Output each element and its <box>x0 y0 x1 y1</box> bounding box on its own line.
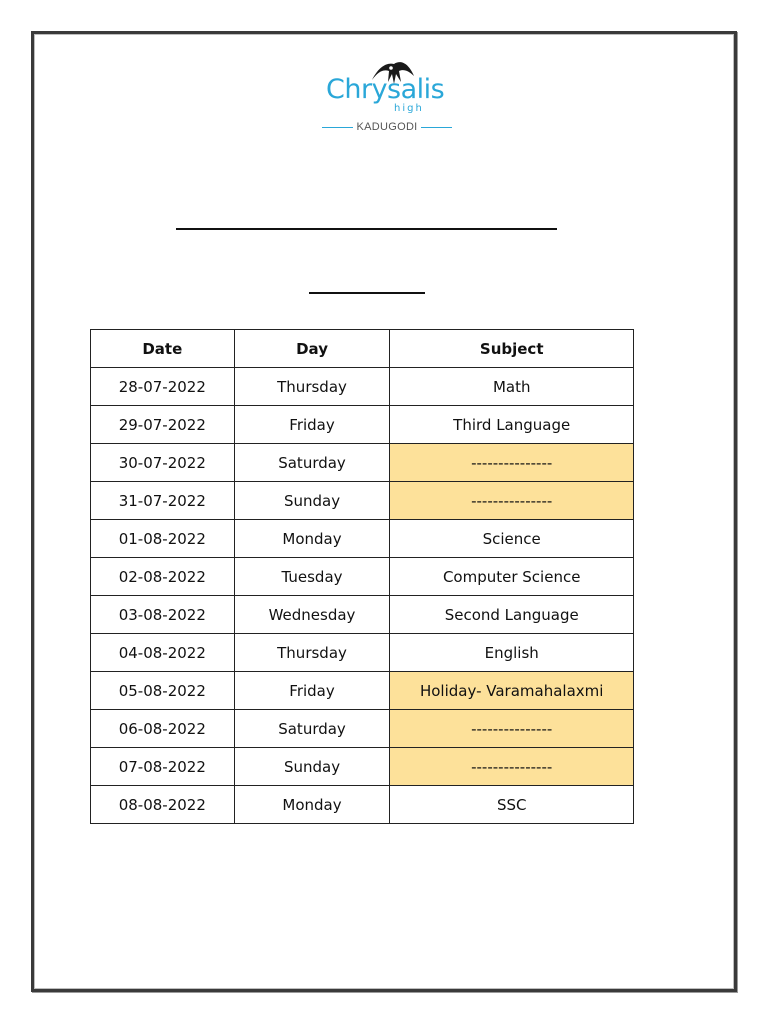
date-cell: 28-07-2022 <box>91 368 235 406</box>
subject-cell: Science <box>390 520 634 558</box>
logo-dash-left <box>322 127 353 128</box>
subject-cell: Computer Science <box>390 558 634 596</box>
date-cell: 08-08-2022 <box>91 786 235 824</box>
table-row <box>91 558 634 596</box>
subject-cell: --------------- <box>390 444 634 482</box>
subject-cell: Third Language <box>390 406 634 444</box>
logo-location-text: KADUGODI <box>356 121 418 133</box>
day-cell: Friday <box>234 406 390 444</box>
header-date: Date <box>91 330 235 368</box>
table-row <box>91 406 634 444</box>
table-header-row <box>91 330 634 368</box>
date-cell: 07-08-2022 <box>91 748 235 786</box>
subject-cell: Math <box>390 368 634 406</box>
day-cell: Monday <box>234 786 390 824</box>
logo-location <box>322 121 452 133</box>
school-logo <box>322 58 452 148</box>
subject-cell: English <box>390 634 634 672</box>
subject-cell: SSC <box>390 786 634 824</box>
subject-cell: --------------- <box>390 710 634 748</box>
date-cell: 04-08-2022 <box>91 634 235 672</box>
day-cell: Wednesday <box>234 596 390 634</box>
date-cell: 03-08-2022 <box>91 596 235 634</box>
table-row <box>91 748 634 786</box>
exam-schedule-table <box>90 329 634 824</box>
day-cell: Saturday <box>234 710 390 748</box>
subject-cell: --------------- <box>390 482 634 520</box>
subject-cell: Second Language <box>390 596 634 634</box>
date-cell: 30-07-2022 <box>91 444 235 482</box>
day-cell: Sunday <box>234 748 390 786</box>
table-row <box>91 710 634 748</box>
header-day: Day <box>234 330 390 368</box>
table-row <box>91 672 634 710</box>
header-subject: Subject <box>390 330 634 368</box>
table-row <box>91 520 634 558</box>
day-cell: Saturday <box>234 444 390 482</box>
day-cell: Sunday <box>234 482 390 520</box>
date-cell: 05-08-2022 <box>91 672 235 710</box>
logo-tagline: high <box>394 103 424 114</box>
day-cell: Monday <box>234 520 390 558</box>
table-row <box>91 482 634 520</box>
subject-cell: Holiday- Varamahalaxmi <box>390 672 634 710</box>
date-cell: 02-08-2022 <box>91 558 235 596</box>
date-cell: 06-08-2022 <box>91 710 235 748</box>
logo-dash-right <box>421 127 452 128</box>
day-cell: Tuesday <box>234 558 390 596</box>
table-row <box>91 786 634 824</box>
day-cell: Thursday <box>234 368 390 406</box>
title-underline <box>176 228 557 230</box>
table-row <box>91 596 634 634</box>
day-cell: Thursday <box>234 634 390 672</box>
table-row <box>91 444 634 482</box>
date-cell: 01-08-2022 <box>91 520 235 558</box>
table-row <box>91 368 634 406</box>
subject-cell: --------------- <box>390 748 634 786</box>
date-cell: 31-07-2022 <box>91 482 235 520</box>
day-cell: Friday <box>234 672 390 710</box>
table-row <box>91 634 634 672</box>
subtitle-underline <box>309 292 425 294</box>
date-cell: 29-07-2022 <box>91 406 235 444</box>
logo-wordmark: Chrysalis <box>326 74 445 105</box>
